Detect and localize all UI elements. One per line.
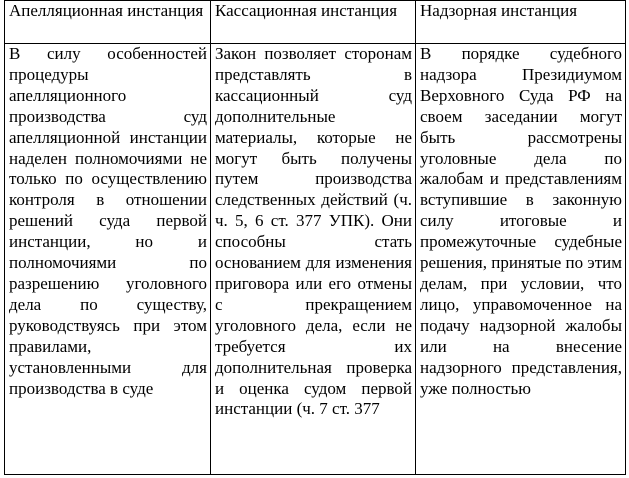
header-cell-cassation — [211, 1, 416, 44]
cell-supervisory — [416, 44, 626, 475]
header-row — [5, 1, 626, 44]
header-appeal-text: Апелляционная инстанция — [9, 1, 204, 20]
header-cassation-text: Кассационная инстанция — [215, 1, 398, 20]
cassation-text: Закон позволяет сторонам представлять в кассационный суд дополнительные материалы, которые не могут быть получены путем производства следственных действий (ч. ч. 5, 6 ст. 377 УПК). Они способны стать основанием для изменения приговора или его отмены с прекращением уголовного дела, если не требуется их дополнительная проверка и оценка судом первой инстанции (ч. 7 ст. 377 — [215, 44, 412, 419]
header-cell-supervisory — [416, 1, 626, 44]
supervisory-text: В порядке судебного надзора Президиумом Верховного Суда РФ на своем заседании могут быть рассмотрены уголовные дела по жалобам и представлениям вступившие в законную силу итоговые и промежуточные судебные решения, принятые по этим делам, при условии, что лицо, управомоченное на подачу надзорной жалобы или на внесение надзорного представления, уже полностью — [420, 44, 622, 398]
header-cell-appeal — [5, 1, 211, 44]
comparison-table — [4, 0, 626, 475]
cell-cassation — [211, 44, 416, 475]
cell-appeal — [5, 44, 211, 475]
appeal-text: В силу особенностей процедуры апелляционного производства суд апелляционной инстанции наделен полномочиями не только по осуществлению контроля в отношении решений суда первой инстанции, но и полномочиями по разрешению уголовного дела по существу, руководствуясь при этом правилами, установленными для производства в суде — [9, 44, 207, 398]
header-supervisory-text: Надзорная инстанция — [420, 1, 578, 20]
content-row — [5, 44, 626, 475]
